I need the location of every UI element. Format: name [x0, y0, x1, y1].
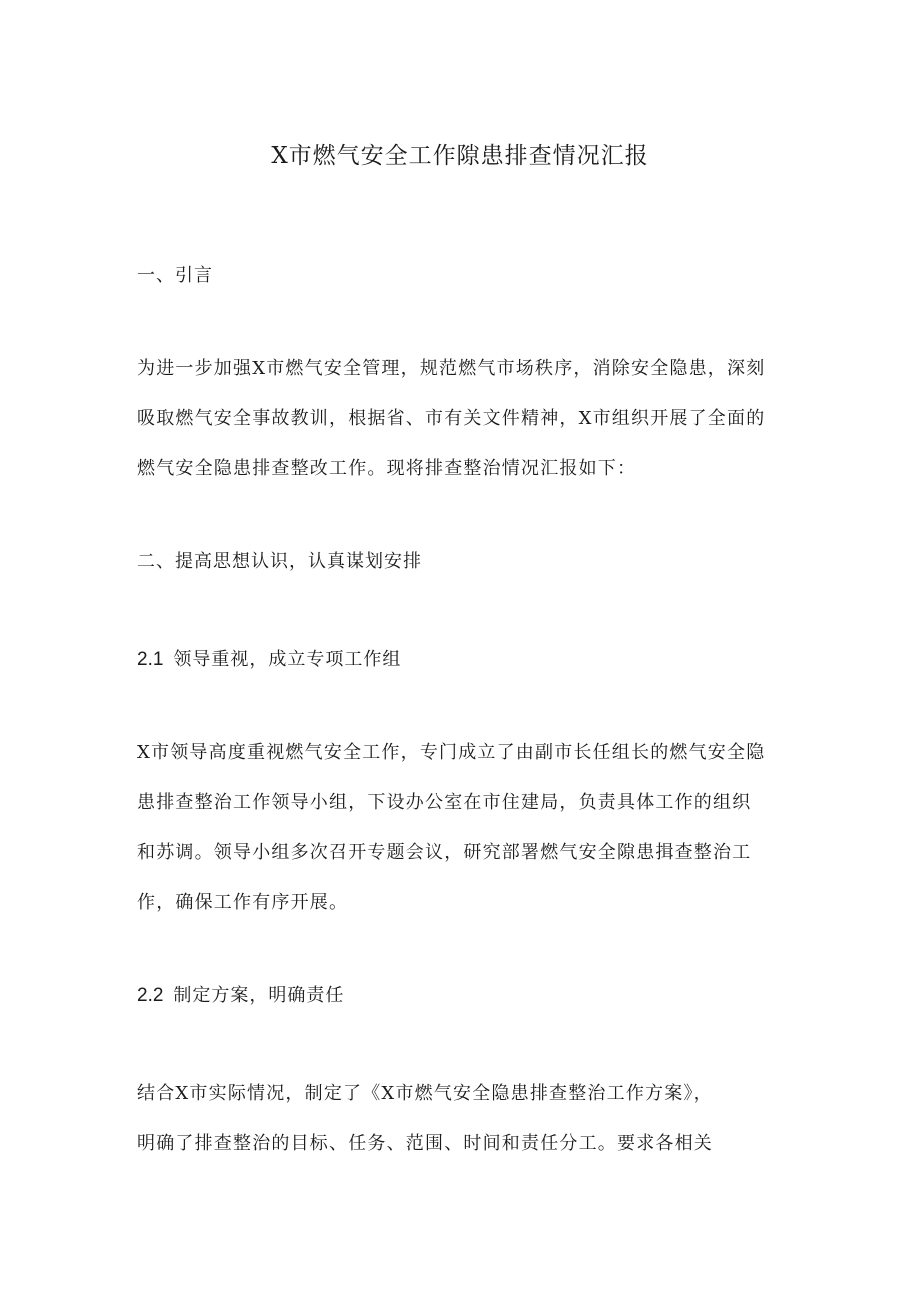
paragraph-line: 明确了排查整治的目标、任务、范围、时间和责任分工。要求各相关 — [137, 1133, 713, 1154]
document-title: X市燃气安全工作隙患排查情况汇报 — [271, 143, 649, 169]
paragraph-line: X市领导高度重视燃气安全工作，专门成立了由副市长任组长的燃气安全隐 — [137, 742, 766, 763]
leadership-paragraph — [137, 728, 797, 928]
paragraph-line: 燃气安全隐患排查整改工作。现将排查整治情况汇报如下： — [137, 458, 637, 479]
paragraph-line: 患排查整治工作领导小组，下设办公室在市住建局，负责具体工作的组织 — [137, 792, 752, 813]
paragraph-line: 为进一步加强X市燃气安全管理，规范燃气市场秩序，消除安全隐患，深刻 — [137, 358, 766, 379]
paragraph-line: 结合X市实际情况，制定了《X市燃气安全隐患排查整治工作方案》， — [137, 1083, 713, 1104]
subsection-title: 领导重视，成立专项工作组 — [173, 649, 402, 670]
plan-paragraph — [137, 1069, 797, 1169]
subsection-number: 2.1 — [137, 649, 164, 670]
paragraph-line: 作，确保工作有序开展。 — [137, 892, 349, 913]
paragraph-line: 和苏调。领导小组多次召开专题会议，研究部署燃气安全隙患揖查整治工 — [137, 842, 752, 863]
introduction-paragraph — [137, 344, 797, 494]
subsection-heading-2-1 — [137, 647, 401, 673]
subsection-heading-2-2 — [137, 983, 344, 1009]
paragraph-line: 吸取燃气安全事故教训，根据省、市有关文件精神，X市组织开展了全面的 — [137, 408, 766, 429]
section-heading-planning: 二、提高思想认识，认真谋划安排 — [137, 551, 422, 572]
subsection-number: 2.2 — [137, 985, 164, 1006]
subsection-title: 制定方案，明确责任 — [173, 985, 345, 1006]
section-heading-introduction: 一、引言 — [137, 265, 213, 286]
